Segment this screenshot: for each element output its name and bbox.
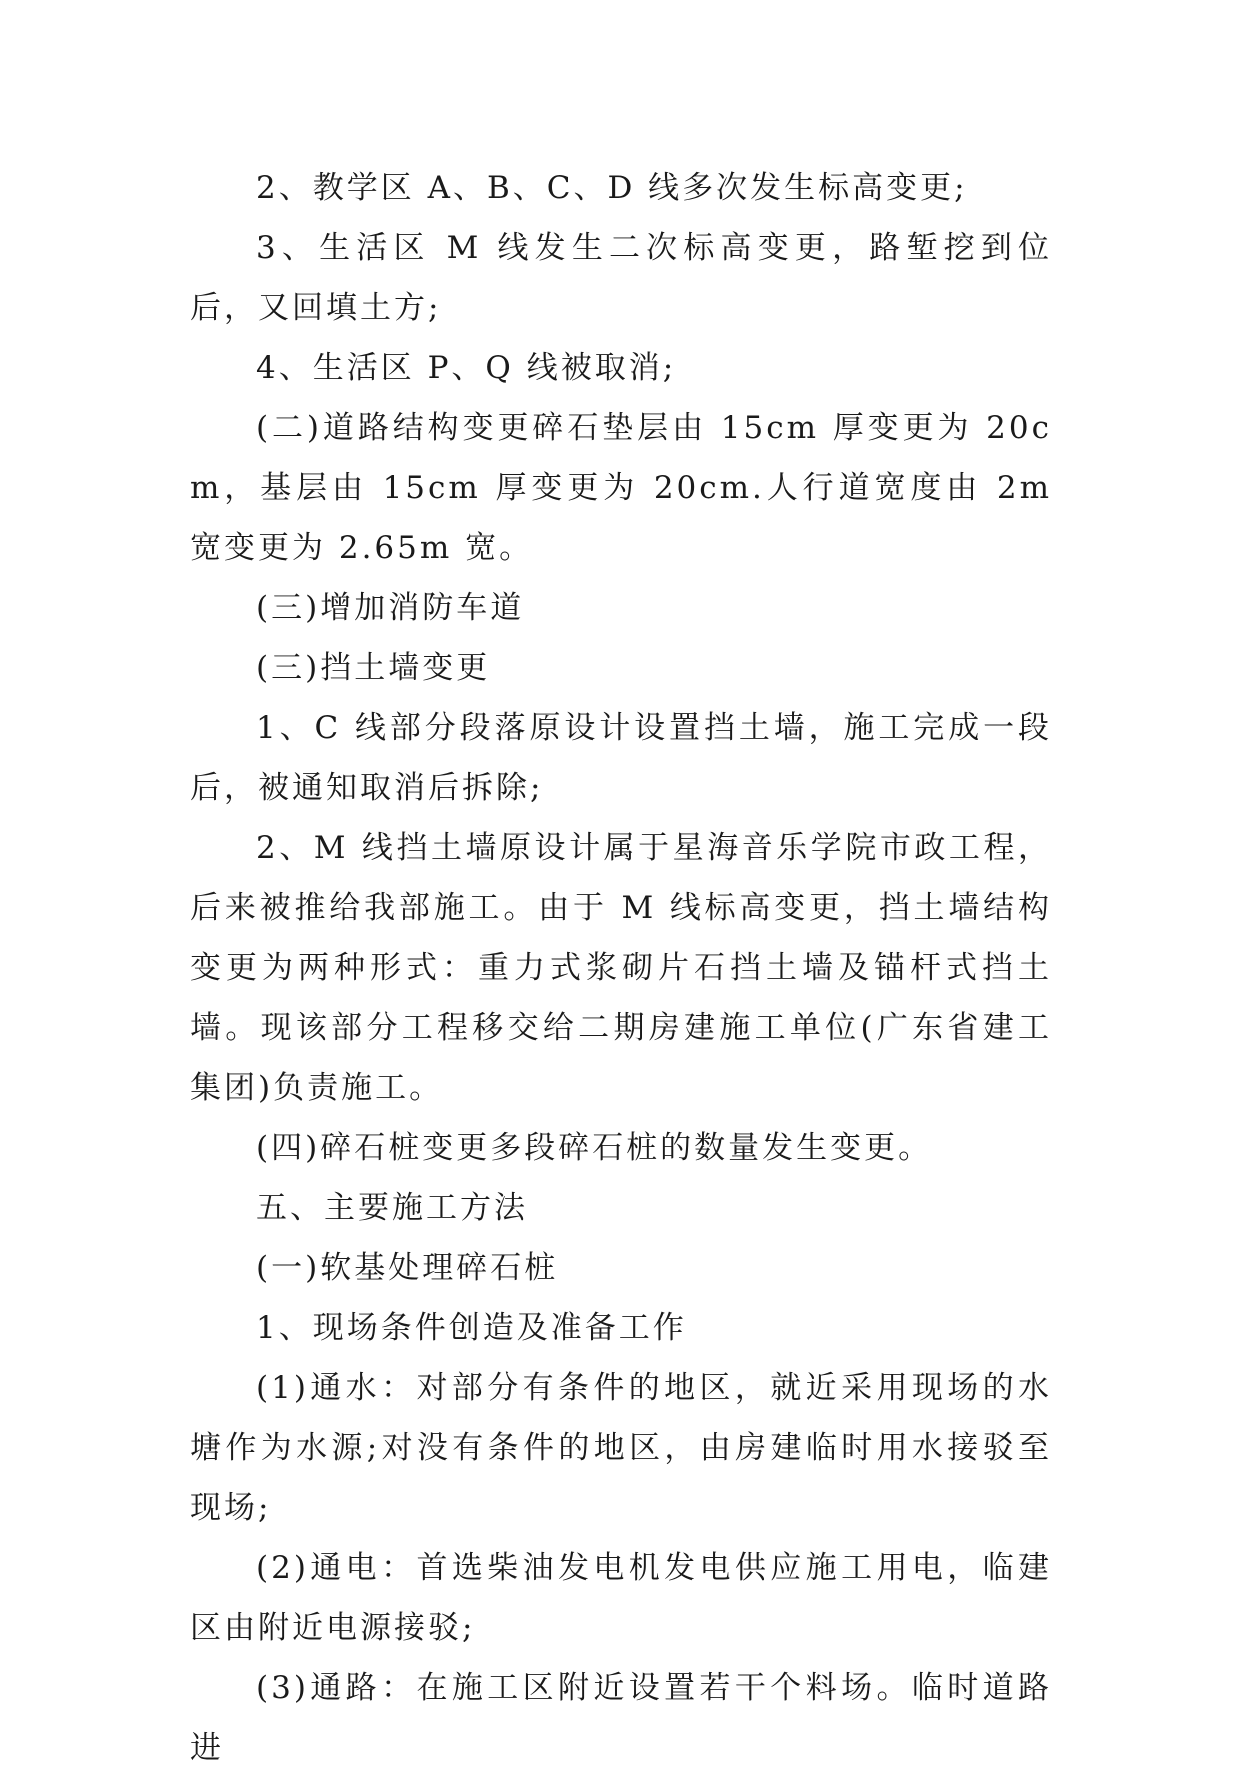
paragraph: 五、主要施工方法 (256, 1190, 528, 1226)
paragraph: (3)通路：在施工区附近设置若干个料场。临时道路进 (190, 1670, 1052, 1766)
paragraph: (一)软基处理碎石桩 (256, 1250, 559, 1286)
paragraph: (三)挡土墙变更 (256, 650, 491, 686)
paragraph: 3、生活区 M 线发生二次标高变更，路堑挖到位后，又回填土方; (190, 230, 1052, 326)
paragraph: (2)通电：首选柴油发电机发电供应施工用电，临建区由附近电源接驳; (190, 1550, 1052, 1646)
paragraph: (1)通水：对部分有条件的地区，就近采用现场的水塘作为水源;对没有条件的地区，由房建临时用水接驳至现场; (190, 1370, 1052, 1526)
paragraph: 1、现场条件创造及准备工作 (256, 1310, 687, 1346)
document-body (190, 158, 1052, 1778)
paragraph: 2、教学区 A、B、C、D 线多次发生标高变更; (256, 170, 968, 206)
paragraph: 4、生活区 P、Q 线被取消; (256, 350, 677, 386)
paragraph: 1、C 线部分段落原设计设置挡土墙，施工完成一段后，被通知取消后拆除; (190, 710, 1052, 806)
paragraph: (二)道路结构变更碎石垫层由 15cm 厚变更为 20cm，基层由 15cm 厚变更为 20cm.人行道宽度由 2m 宽变更为 2.65m 宽。 (190, 410, 1052, 566)
paragraph: (三)增加消防车道 (256, 590, 525, 626)
paragraph: 2、M 线挡土墙原设计属于星海音乐学院市政工程，后来被推给我部施工。由于 M 线标高变更，挡土墙结构变更为两种形式：重力式浆砌片石挡土墙及锚杆式挡土墙。现该部分工程移交给二期房建施工单位(广东省建工集团)负责施工。 (190, 830, 1052, 1106)
paragraph: (四)碎石桩变更多段碎石桩的数量发生变更。 (256, 1130, 933, 1166)
